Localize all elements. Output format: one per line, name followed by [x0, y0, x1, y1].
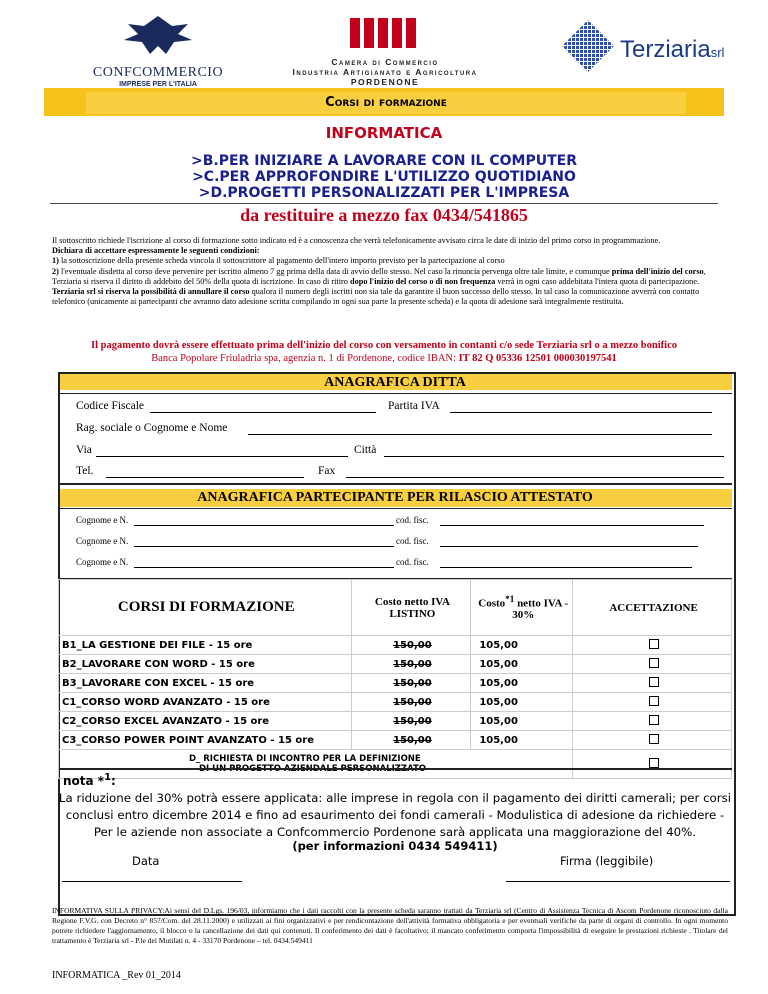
- fax-instruction: da restituire a mezzo fax 0434/541865: [240, 205, 528, 225]
- participant-2-name-label: Cognome e N.: [76, 536, 129, 546]
- course-price-listino: 150,00: [351, 655, 471, 674]
- payment-line-2: Banca Popolare Friuladria spa, agenzia n. 1 di Pordenone, codice IBAN: IT 82 Q 05336 12501 000030197541: [151, 353, 617, 364]
- course-accept-cell: [573, 731, 732, 750]
- course-name: B1_LA GESTIONE DEI FILE - 15 ore: [59, 636, 352, 655]
- via-label: Via: [76, 444, 92, 456]
- table-row: [59, 712, 732, 731]
- eagle-icon: [78, 12, 238, 60]
- course-price-scontato: 105,00: [471, 674, 573, 693]
- accept-checkbox[interactable]: [649, 758, 659, 768]
- intro-text: [52, 236, 728, 307]
- accept-checkbox[interactable]: [649, 734, 659, 744]
- course-accept-cell: [573, 636, 732, 655]
- intro-p5: Terziaria srl si riserva la possibilità di annullare il corso qualora il numero degli iscritti non sia tale da garantire il buon successo dello stesso. In tal caso la comunicazione avverrà con contatto telefonico (unicamente ai partecipanti che avranno dato adesione scritta compilando in ogni sua parte la presente scheda) e la quota di adesione sarà integralmente restituita.: [52, 287, 700, 307]
- codice-fiscale-label: Codice Fiscale: [76, 400, 145, 412]
- course-line-d: >D.PROGETTI PERSONALIZZATI PER L'IMPRESA: [198, 185, 570, 201]
- table-row-d: [59, 750, 732, 779]
- codice-fiscale-field[interactable]: [150, 412, 376, 413]
- course-price-scontato: 105,00: [471, 712, 573, 731]
- divider: [60, 768, 732, 770]
- participant-1-name-field[interactable]: [134, 525, 394, 526]
- course-price-scontato: 105,00: [471, 636, 573, 655]
- table-row: [59, 674, 732, 693]
- camera-commercio-logo: [270, 14, 500, 92]
- accept-checkbox[interactable]: [649, 715, 659, 725]
- participant-2-cf-label: cod. fisc.: [396, 536, 429, 546]
- course-accept-cell: [573, 693, 732, 712]
- course-line-b: >B.PER INIZIARE A LAVORARE CON IL COMPUTER: [191, 153, 577, 169]
- course-price-listino: 150,00: [351, 712, 471, 731]
- rag-sociale-label: Rag. sociale o Cognome e Nome: [76, 422, 228, 434]
- document-revision: INFORMATICA _Rev 01_2014: [52, 970, 181, 981]
- iban: IT 82 Q 05336 12501 000030197541: [458, 353, 617, 364]
- confcommercio-name: CONFCOMMERCIO: [92, 65, 224, 80]
- terziaria-logo: [560, 18, 730, 78]
- confcommercio-tagline: IMPRESE PER L'ITALIA: [119, 81, 197, 88]
- nota-text: La riduzione del 30% potrà essere applicata: alle imprese in regola con il pagamento dei diritti camerali; per corsi conclusi entro dicembre 2014 e fino ad esaurimento dei fondi camerali - Modulistica di adesione da richiedere - Per le aziende non associate a Confcommercio Pordenone sarà applicata una maggiorazione del 40%.: [58, 791, 732, 839]
- course-name: B3_LAVORARE CON EXCEL - 15 ore: [59, 674, 352, 693]
- data-label: Data: [132, 854, 160, 868]
- participant-3-cf-field[interactable]: [440, 567, 692, 568]
- course-name: C2_CORSO EXCEL AVANZATO - 15 ore: [59, 712, 352, 731]
- partita-iva-field[interactable]: [450, 412, 712, 413]
- camera-line-3: PORDENONE: [350, 77, 420, 87]
- course-price-listino: 150,00: [351, 636, 471, 655]
- course-accept-cell: [573, 655, 732, 674]
- course-line-c: >C.PER APPROFONDIRE L'UTILIZZO QUOTIDIANO: [192, 169, 576, 185]
- accept-checkbox[interactable]: [649, 677, 659, 687]
- table-row: [59, 693, 732, 712]
- camera-emblem-icon: [270, 14, 500, 52]
- nota-label: nota *$^1$:: [63, 772, 116, 788]
- course-accept-cell: [573, 750, 732, 779]
- nota-info: (per informazioni 0434 549411): [292, 839, 498, 853]
- table-row: [59, 636, 732, 655]
- citta-field[interactable]: [384, 456, 724, 457]
- course-price-scontato: 105,00: [471, 731, 573, 750]
- fax-label: Fax: [318, 465, 336, 477]
- divider: [60, 393, 732, 394]
- anagrafica-partecipante-title: ANAGRAFICA PARTECIPANTE PER RILASCIO ATTESTATO: [197, 490, 593, 505]
- course-accept-cell: [573, 712, 732, 731]
- participant-3-name-field[interactable]: [134, 567, 394, 568]
- header-listino: Costo netto IVA LISTINO: [351, 580, 471, 636]
- tel-label: Tel.: [76, 465, 94, 477]
- custom-project-request: D_ RICHIESTA DI INCONTRO PER LA DEFINIZIONE DI UN PROGETTO AZIENDALE PERSONALIZZATO: [59, 750, 573, 779]
- partita-iva-label: Partita IVA: [388, 400, 440, 412]
- payment-line-1: Il pagamento dovrà essere effettuato prima dell'inizio del corso con versamento in contanti c/o sede Terziaria srl o a mezzo bonifico: [91, 340, 677, 351]
- course-price-scontato: 105,00: [471, 655, 573, 674]
- firma-field[interactable]: [506, 881, 730, 882]
- terziaria-globe-icon: [560, 18, 616, 74]
- participant-1-name-label: Cognome e N.: [76, 515, 129, 525]
- participant-3-name-label: Cognome e N.: [76, 557, 129, 567]
- tel-field[interactable]: [106, 477, 304, 478]
- confcommercio-logo: [78, 12, 238, 92]
- anagrafica-ditta-title: ANAGRAFICA DITTA: [324, 375, 466, 390]
- header-costo-scontato: Costo$^{*1}$ netto IVA - 30%: [471, 580, 573, 636]
- participant-2-cf-field[interactable]: [440, 546, 698, 547]
- table-row: [59, 731, 732, 750]
- accept-checkbox[interactable]: [649, 658, 659, 668]
- citta-label: Città: [354, 444, 377, 456]
- course-price-listino: 150,00: [351, 731, 471, 750]
- participant-2-name-field[interactable]: [134, 546, 394, 547]
- header-accettazione: ACCETTAZIONE: [573, 580, 732, 636]
- participant-1-cf-label: cod. fisc.: [396, 515, 429, 525]
- section-title: INFORMATICA: [325, 124, 443, 142]
- course-name: B2_LAVORARE CON WORD - 15 ore: [59, 655, 352, 674]
- participant-1-cf-field[interactable]: [440, 525, 704, 526]
- course-price-listino: 150,00: [351, 674, 471, 693]
- intro-p1: Il sottoscritto richiede l'iscrizione al corso di formazione sotto indicato ed è a conoscenza che verrà telefonicamente avvisato circa le date di inizio del primo corso in programmazione.: [52, 236, 661, 245]
- divider: [58, 483, 732, 485]
- payment-note: [40, 339, 728, 365]
- fax-field[interactable]: [346, 477, 724, 478]
- via-field[interactable]: [96, 456, 348, 457]
- accept-checkbox[interactable]: [649, 696, 659, 706]
- terziaria-name: Terziaria: [620, 36, 711, 63]
- privacy-notice: INFORMATIVA SULLA PRIVACY:Ai sensi del D.Lgs. 196/03, informiamo che i dati raccolti con la presente scheda saranno trattati da Terziaria srl (Centro di Assistenza Tecnica di Ascom Pordenone riconosciuto dalla Regione F.V.G. con Decreto n° 857/Com. del 28.11.2000) e utilizzati ai fini organizzativi e per rendicontazione dell'attività formativa obbligatoria e per eventuali verifiche da parte di organi di controllo. In ogni momento potrete richiedere l'aggiornamento, il blocco o la cancellazione dei dati qui contenuti. Il conferimento dei dati è facoltativo; il mancato conferimento comporta l'impossibilità di eseguire le prestazioni richieste . Titolare del trattamento è Terziaria srl - P.le dei Mutilati n. 4 - 33170 Pordenone – tel. 0434.549411: [52, 906, 728, 945]
- rag-sociale-field[interactable]: [248, 434, 712, 435]
- divider: [50, 203, 718, 204]
- table-row: [59, 655, 732, 674]
- table-header-row: [59, 580, 732, 636]
- firma-label: Firma (leggibile): [560, 854, 654, 868]
- terziaria-suffix: srl: [710, 45, 725, 60]
- intro-p2: Dichiara di accettare espressamente le seguenti condizioni:: [52, 246, 260, 256]
- divider: [60, 508, 732, 509]
- intro-p3: 1) la sottoscrizione della presente scheda vincola il sottoscrittore al pagamento dell'intero importo previsto per la partecipazione al corso: [52, 256, 505, 266]
- participant-3-cf-label: cod. fisc.: [396, 557, 429, 567]
- course-price-scontato: 105,00: [471, 693, 573, 712]
- title-bar: Corsi di formazione: [86, 92, 686, 114]
- intro-p4: 2) l'eventuale disdetta al corso deve pervenire per iscritto almeno 7 gg prima della data di avvio dello stesso. Nel caso la rinuncia pervenga oltre tale limite, e comunque prima dell'inizio del corso, Terziaria si riserva il diritto di addebito del 50% della quota di iscrizione. In caso di ritiro dopo l'inizio del corso o di non frequenza verrà in ogni caso addebitata l'intera quota di partecipazione.: [52, 266, 706, 286]
- course-name: C1_CORSO WORD AVANZATO - 15 ore: [59, 693, 352, 712]
- camera-line-2: Industria Artigianato e Agricoltura: [292, 67, 478, 77]
- accept-checkbox[interactable]: [649, 639, 659, 649]
- camera-line-1: Camera di Commercio: [331, 57, 439, 67]
- data-field[interactable]: [62, 881, 242, 882]
- course-price-listino: 150,00: [351, 693, 471, 712]
- courses-table: [58, 579, 732, 779]
- header-corsi: CORSI DI FORMAZIONE: [59, 580, 352, 636]
- course-name: C3_CORSO POWER POINT AVANZATO - 15 ore: [59, 731, 352, 750]
- course-accept-cell: [573, 674, 732, 693]
